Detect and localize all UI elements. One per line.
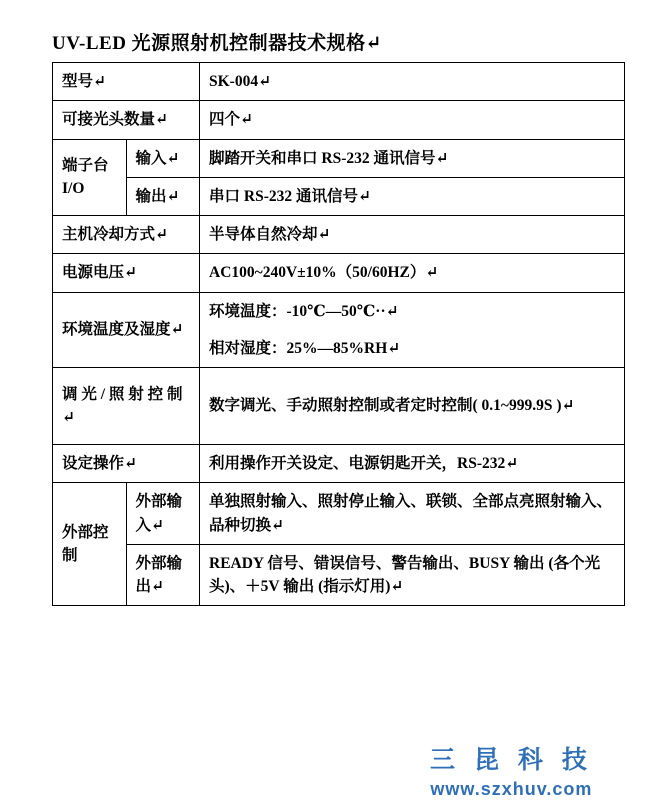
row-sublabel: 输入↵	[126, 139, 200, 177]
row-value-line-1: 环境温度：-10℃—50℃··↵	[209, 302, 399, 320]
watermark	[430, 740, 593, 800]
table-row	[53, 216, 625, 254]
page-title: UV-LED 光源照射机控制器技术规格↵	[52, 33, 383, 54]
row-value: 半导体自然冷却↵	[200, 216, 625, 254]
row-label: 设定操作↵	[53, 445, 200, 483]
row-value-line-2: 相对湿度：25%—85%RH↵	[209, 339, 401, 357]
row-sublabel: 输出↵	[126, 177, 200, 215]
table-row	[53, 177, 625, 215]
row-label: 外部控制	[53, 483, 127, 606]
row-label: 调 光 / 照 射 控 制↵	[53, 368, 200, 445]
row-label: 电源电压↵	[53, 254, 200, 292]
row-value: 四个↵	[200, 101, 625, 139]
row-label: 端子台 I/O	[53, 139, 127, 216]
row-value: SK-004↵	[200, 63, 625, 101]
table-row	[53, 254, 625, 292]
row-value: 串口 RS-232 通讯信号↵	[200, 177, 625, 215]
table-row	[53, 139, 625, 177]
spec-table	[52, 62, 625, 606]
row-value	[200, 292, 625, 368]
row-value: AC100~240V±10%（50/60HZ）↵	[200, 254, 625, 292]
watermark-company: 三 昆 科 技	[430, 746, 593, 774]
row-sublabel: 外部输 入↵	[126, 483, 200, 545]
row-label: 环境温度及湿度↵	[53, 292, 200, 368]
table-row	[53, 544, 625, 606]
row-value: 单独照射输入、照射停止输入、联锁、全部点亮照射输入、品种切换↵	[200, 483, 625, 545]
row-label: 可接光头数量↵	[53, 101, 200, 139]
row-value: 数字调光、手动照射控制或者定时控制( 0.1~999.9S )↵	[200, 368, 625, 445]
row-value: READY 信号、错误信号、警告输出、BUSY 输出 (各个光头)、＋5V 输出 (指示灯用)↵	[200, 544, 625, 606]
table-row	[53, 63, 625, 101]
row-label: 主机冷却方式↵	[53, 216, 200, 254]
table-row	[53, 445, 625, 483]
row-sublabel: 外部输 出↵	[126, 544, 200, 606]
table-row	[53, 101, 625, 139]
watermark-url: www.szxhuv.com	[430, 779, 593, 799]
table-row	[53, 292, 625, 368]
table-row	[53, 483, 625, 545]
row-value: 利用操作开关设定、电源钥匙开关，RS-232↵	[200, 445, 625, 483]
row-value: 脚踏开关和串口 RS-232 通讯信号↵	[200, 139, 625, 177]
table-row	[53, 368, 625, 445]
row-label: 型号↵	[53, 63, 200, 101]
